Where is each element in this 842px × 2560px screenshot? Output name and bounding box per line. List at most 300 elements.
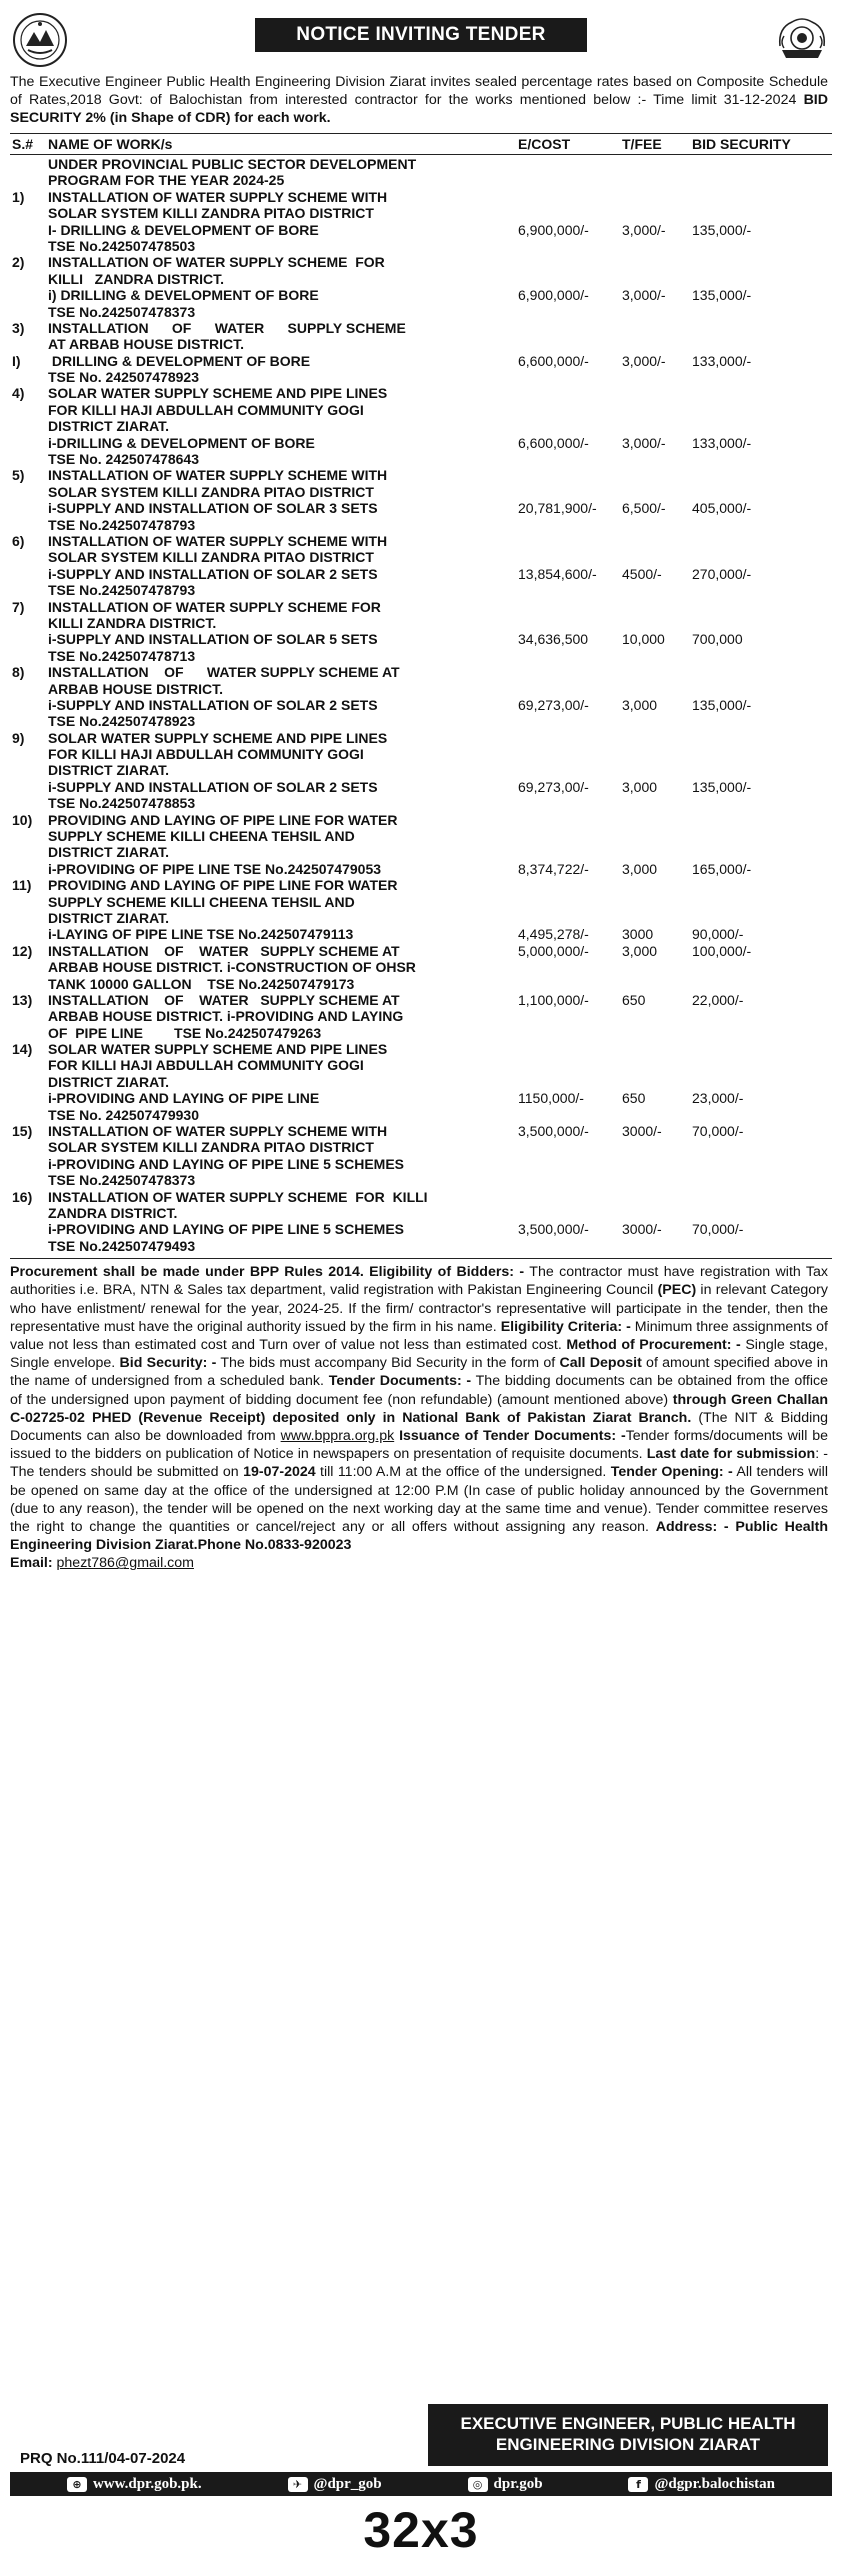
work-tfee bbox=[622, 681, 692, 697]
method-procurement-label: Method of Procurement: - bbox=[566, 1336, 741, 1353]
work-name: i-SUPPLY AND INSTALLATION OF SOLAR 2 SETS bbox=[48, 565, 378, 582]
globe-icon: ⊕ bbox=[67, 2477, 87, 2492]
work-name: DISTRICT ZIARAT. bbox=[48, 418, 170, 435]
work-name: DISTRICT ZIARAT. bbox=[48, 844, 170, 861]
work-name: i-PROVIDING AND LAYING OF PIPE LINE 5 SCHEMES bbox=[48, 1155, 405, 1172]
work-name: i-PROVIDING AND LAYING OF PIPE LINE bbox=[48, 1090, 320, 1107]
work-bid-security bbox=[692, 582, 822, 598]
procurement-rules: Procurement shall be made under BPP Rules 2014. Eligibility of Bidders: - bbox=[10, 1264, 525, 1281]
work-tfee bbox=[622, 517, 692, 533]
work-ecost bbox=[518, 304, 622, 320]
work-name: SOLAR SYSTEM KILLI ZANDRA PITAO DISTRICT bbox=[48, 483, 374, 500]
work-tfee bbox=[622, 877, 692, 893]
social-handle: dpr.gob bbox=[493, 2475, 543, 2492]
work-bid-security bbox=[692, 238, 822, 254]
work-line bbox=[10, 254, 832, 270]
email-link[interactable]: phezt786@gmail.com bbox=[56, 1555, 194, 1572]
work-bid-security: 23,000/- bbox=[692, 1090, 744, 1107]
phed-logo-icon bbox=[12, 12, 68, 68]
work-bid-security bbox=[692, 369, 822, 385]
work-bid-security bbox=[692, 1189, 822, 1205]
work-tfee bbox=[622, 746, 692, 762]
work-bid-security bbox=[692, 1057, 822, 1073]
work-ecost: 8,374,722/- bbox=[518, 860, 589, 877]
work-sn bbox=[10, 697, 48, 713]
work-bid-security bbox=[692, 1172, 822, 1188]
work-line bbox=[10, 418, 832, 434]
work-ecost bbox=[518, 1205, 622, 1221]
work-name: SUPPLY SCHEME KILLI CHEENA TEHSIL AND bbox=[48, 893, 355, 910]
work-ecost bbox=[518, 1008, 622, 1024]
work-line bbox=[10, 1205, 832, 1221]
work-name: TANK 10000 GALLON TSE No.242507479173 bbox=[48, 975, 355, 992]
twitter-icon: ✈ bbox=[288, 2477, 308, 2492]
work-ecost bbox=[518, 828, 622, 844]
work-name: FOR KILLI HAJI ABDULLAH COMMUNITY GOGI bbox=[48, 1057, 364, 1074]
work-sn bbox=[10, 484, 48, 500]
work-name: SOLAR SYSTEM KILLI ZANDRA PITAO DISTRICT bbox=[48, 549, 374, 566]
social-item[interactable] bbox=[468, 2476, 543, 2493]
work-bid-security bbox=[692, 1041, 822, 1057]
work-ecost bbox=[518, 451, 622, 467]
work-sn: 16) bbox=[12, 1188, 33, 1205]
work-sn bbox=[10, 910, 48, 926]
work-sn bbox=[10, 1205, 48, 1221]
work-name: KILLI ZANDRA DISTRICT. bbox=[48, 614, 217, 631]
work-name: DISTRICT ZIARAT. bbox=[48, 1073, 170, 1090]
work-name: INSTALLATION OF WATER SUPPLY SCHEME bbox=[48, 319, 406, 336]
work-line bbox=[10, 451, 832, 467]
work-sn bbox=[10, 1172, 48, 1188]
work-tfee bbox=[622, 1025, 692, 1041]
notice-footer bbox=[10, 2404, 832, 2474]
col-ecost: E/COST bbox=[518, 136, 571, 152]
work-name: INSTALLATION OF WATER SUPPLY SCHEME AT bbox=[48, 991, 400, 1008]
work-bid-security bbox=[692, 713, 822, 729]
work-name: UNDER PROVINCIAL PUBLIC SECTOR DEVELOPMENT bbox=[48, 156, 417, 172]
work-bid-security: 22,000/- bbox=[692, 991, 744, 1008]
work-bid-security: 135,000/- bbox=[692, 778, 752, 795]
work-name: DRILLING & DEVELOPMENT OF BORE bbox=[48, 352, 311, 369]
work-name: ZANDRA DISTRICT. bbox=[48, 1205, 178, 1221]
work-line bbox=[10, 910, 832, 926]
work-line bbox=[10, 713, 832, 729]
work-sn: 3) bbox=[12, 319, 25, 336]
work-sn: 10) bbox=[12, 811, 33, 828]
work-name: SOLAR WATER SUPPLY SCHEME AND PIPE LINES bbox=[48, 385, 388, 402]
terms-text: : - The tenders should be submitted on bbox=[10, 1446, 828, 1481]
work-tfee bbox=[622, 402, 692, 418]
work-line bbox=[10, 1025, 832, 1041]
work-tfee: 3,000/- bbox=[622, 434, 666, 451]
work-bid-security bbox=[692, 451, 822, 467]
work-ecost bbox=[518, 320, 622, 336]
work-line bbox=[10, 959, 832, 975]
work-bid-security bbox=[692, 517, 822, 533]
social-item[interactable] bbox=[288, 2476, 382, 2493]
work-sn bbox=[10, 844, 48, 860]
work-bid-security: 270,000/- bbox=[692, 565, 752, 582]
social-item[interactable] bbox=[628, 2476, 775, 2493]
work-bid-security bbox=[692, 467, 822, 483]
work-sn: 4) bbox=[12, 385, 25, 402]
work-line bbox=[10, 943, 832, 959]
work-sn bbox=[10, 926, 48, 942]
work-sn bbox=[10, 681, 48, 697]
work-ecost: 6,600,000/- bbox=[518, 352, 589, 369]
work-name: TSE No.242507478793 bbox=[48, 582, 196, 599]
work-bid-security bbox=[692, 304, 822, 320]
work-tfee bbox=[622, 910, 692, 926]
work-bid-security bbox=[692, 844, 822, 860]
terms-text: All tenders will be opened on same day at the office of the undersigned at 12:00 P.M (In case of public holiday announced by the Government (due to any reason), the tender will be opened on the next working day at the same time and venue). Tender committee reserves the right to change the quantities or cancel/reject any or all offers without assigning any reason. bbox=[10, 1464, 828, 1536]
work-line bbox=[10, 599, 832, 615]
work-tfee bbox=[622, 418, 692, 434]
work-tfee bbox=[622, 795, 692, 811]
work-sn bbox=[10, 451, 48, 467]
work-bid-security bbox=[692, 877, 822, 893]
balochistan-seal-icon bbox=[774, 12, 830, 68]
work-bid-security bbox=[692, 730, 822, 746]
work-ecost bbox=[518, 385, 622, 401]
work-name: TSE No.242507478373 bbox=[48, 303, 196, 320]
work-name: TSE No. 242507478643 bbox=[48, 451, 199, 468]
terms-text: The bidding documents can be obtained from the office of the undersigned upon payment of bidding document fee (non refundable) (amount mentioned above) bbox=[10, 1373, 829, 1408]
work-name: INSTALLATION OF WATER SUPPLY SCHEME WITH bbox=[48, 532, 388, 549]
intro-paragraph bbox=[10, 73, 832, 127]
work-sn bbox=[10, 271, 48, 287]
work-name: TSE No.242507478923 bbox=[48, 713, 196, 730]
work-line bbox=[10, 779, 832, 795]
work-ecost bbox=[518, 795, 622, 811]
work-name: INSTALLATION OF WATER SUPPLY SCHEME WITH bbox=[48, 467, 388, 484]
work-sn bbox=[10, 1139, 48, 1155]
work-sn bbox=[10, 795, 48, 811]
work-name: INSTALLATION OF WATER SUPPLY SCHEME FOR bbox=[48, 598, 381, 615]
work-tfee bbox=[622, 959, 692, 975]
work-line bbox=[10, 1090, 832, 1106]
work-tfee bbox=[622, 1172, 692, 1188]
work-tfee bbox=[622, 1205, 692, 1221]
work-ecost bbox=[518, 1156, 622, 1172]
work-tfee bbox=[622, 156, 692, 172]
work-bid-security: 70,000/- bbox=[692, 1123, 744, 1140]
work-name: INSTALLATION OF WATER SUPPLY SCHEME WITH bbox=[48, 188, 388, 205]
work-name: FOR KILLI HAJI ABDULLAH COMMUNITY GOGI bbox=[48, 401, 364, 418]
work-sn bbox=[10, 1008, 48, 1024]
work-bid-security bbox=[692, 1074, 822, 1090]
work-line bbox=[10, 795, 832, 811]
work-ecost bbox=[518, 713, 622, 729]
work-sn bbox=[10, 582, 48, 598]
work-sn: 13) bbox=[12, 991, 33, 1008]
work-line bbox=[10, 631, 832, 647]
notice-title: NOTICE INVITING TENDER bbox=[255, 18, 587, 52]
terms-paragraph bbox=[10, 1263, 832, 1572]
work-ecost bbox=[518, 418, 622, 434]
work-line bbox=[10, 582, 832, 598]
work-tfee bbox=[622, 189, 692, 205]
work-tfee bbox=[622, 812, 692, 828]
work-ecost bbox=[518, 189, 622, 205]
work-sn bbox=[10, 1156, 48, 1172]
work-sn: 1) bbox=[12, 188, 25, 205]
work-line bbox=[10, 1172, 832, 1188]
work-line bbox=[10, 1156, 832, 1172]
work-line bbox=[10, 467, 832, 483]
work-line bbox=[10, 1221, 832, 1237]
work-ecost bbox=[518, 369, 622, 385]
work-sn bbox=[10, 1221, 48, 1237]
work-tfee bbox=[622, 205, 692, 221]
work-name: i-SUPPLY AND INSTALLATION OF SOLAR 3 SETS bbox=[48, 500, 378, 517]
work-tfee bbox=[622, 599, 692, 615]
work-ecost: 69,273,00/- bbox=[518, 778, 589, 795]
work-name: PROVIDING AND LAYING OF PIPE LINE FOR WATER bbox=[48, 811, 398, 828]
work-tfee bbox=[622, 385, 692, 401]
work-ecost bbox=[518, 877, 622, 893]
work-line bbox=[10, 238, 832, 254]
work-bid-security: 133,000/- bbox=[692, 434, 752, 451]
work-ecost bbox=[518, 402, 622, 418]
work-name: SOLAR WATER SUPPLY SCHEME AND PIPE LINES bbox=[48, 1041, 388, 1058]
work-tfee: 3,000 bbox=[622, 942, 658, 959]
col-tfee: T/FEE bbox=[622, 136, 662, 152]
col-bid-security: BID SECURITY bbox=[692, 136, 791, 152]
work-ecost: 13,854,600/- bbox=[518, 565, 597, 582]
work-ecost bbox=[518, 205, 622, 221]
work-tfee bbox=[622, 172, 692, 188]
work-ecost: 1150,000/- bbox=[518, 1090, 584, 1107]
work-ecost bbox=[518, 1057, 622, 1073]
work-bid-security bbox=[692, 976, 822, 992]
work-name: ARBAB HOUSE DISTRICT. bbox=[48, 680, 224, 697]
work-tfee bbox=[622, 467, 692, 483]
work-name: KILLI ZANDRA DISTRICT. bbox=[48, 270, 225, 287]
work-sn: 14) bbox=[12, 1041, 33, 1058]
work-bid-security bbox=[692, 402, 822, 418]
work-line bbox=[10, 877, 832, 893]
work-tfee: 10,000 bbox=[622, 631, 665, 648]
work-ecost bbox=[518, 648, 622, 664]
tender-notice bbox=[10, 8, 832, 2558]
work-tfee bbox=[622, 451, 692, 467]
work-ecost bbox=[518, 762, 622, 778]
terms-text: in relevant Category who have enlistment/ renewal for the year, 2024-25. If the firm/ contractor's representative will participate in the tender, then the representative must have the original authority issued by the firm in his name. bbox=[10, 1282, 828, 1335]
work-tfee: 3,000/- bbox=[622, 287, 666, 304]
work-sn bbox=[10, 500, 48, 516]
work-tfee: 3000/- bbox=[622, 1123, 662, 1140]
work-tfee bbox=[622, 582, 692, 598]
terms-text: Tender forms/documents will be issued to the bidders on publication of Notice in newspapers on presentation of requisite documents. bbox=[10, 1428, 829, 1463]
work-tfee: 3,000 bbox=[622, 778, 658, 795]
work-name: PROGRAM FOR THE YEAR 2024-25 bbox=[48, 172, 285, 189]
work-line bbox=[10, 828, 832, 844]
work-tfee bbox=[622, 648, 692, 664]
work-sn bbox=[10, 435, 48, 451]
work-ecost: 3,500,000/- bbox=[518, 1123, 589, 1140]
work-name: TSE No.242507478713 bbox=[48, 647, 196, 664]
prq-number: PRQ No.111/04-07-2024 bbox=[20, 2450, 186, 2467]
social-handle: @dgpr.balochistan bbox=[654, 2475, 776, 2492]
work-line bbox=[10, 500, 832, 516]
work-tfee bbox=[622, 730, 692, 746]
work-name: PROVIDING AND LAYING OF PIPE LINE FOR WATER bbox=[48, 877, 398, 894]
work-line bbox=[10, 762, 832, 778]
work-tfee bbox=[622, 713, 692, 729]
work-sn bbox=[10, 336, 48, 352]
work-name: INSTALLATION OF WATER SUPPLY SCHEME FOR bbox=[48, 254, 385, 271]
work-name: TSE No.242507478793 bbox=[48, 516, 196, 533]
work-line bbox=[10, 205, 832, 221]
last-date-label: Last date for submission bbox=[646, 1446, 816, 1463]
work-ecost bbox=[518, 1139, 622, 1155]
col-sn: S.# bbox=[12, 136, 34, 152]
work-ecost bbox=[518, 336, 622, 352]
work-sn bbox=[10, 713, 48, 729]
terms-text: The contractor must have registration with Tax authorities i.e. BRA, NTN & Sales tax department, valid registration with Pakistan Engineering Council bbox=[10, 1264, 829, 1299]
work-tfee bbox=[622, 828, 692, 844]
work-name: TSE No.242507478373 bbox=[48, 1172, 196, 1189]
work-bid-security bbox=[692, 746, 822, 762]
work-sn bbox=[10, 1025, 48, 1041]
work-ecost bbox=[518, 271, 622, 287]
terms-text: (The NIT & Bidding Documents can also be downloaded from bbox=[10, 1409, 829, 1444]
social-item[interactable] bbox=[67, 2476, 202, 2493]
work-line bbox=[10, 992, 832, 1008]
work-line bbox=[10, 1008, 832, 1024]
work-bid-security bbox=[692, 812, 822, 828]
work-sn bbox=[10, 894, 48, 910]
work-name: TSE No. 242507479930 bbox=[48, 1106, 199, 1123]
work-ecost bbox=[518, 1172, 622, 1188]
work-tfee bbox=[622, 369, 692, 385]
bppra-link[interactable]: www.bppra.org.pk bbox=[280, 1428, 395, 1444]
work-tfee bbox=[622, 1074, 692, 1090]
work-ecost bbox=[518, 1041, 622, 1057]
work-bid-security bbox=[692, 615, 822, 631]
work-sn: 9) bbox=[12, 729, 25, 746]
issuance-label: Issuance of Tender Documents: - bbox=[399, 1428, 626, 1444]
work-name: DISTRICT ZIARAT. bbox=[48, 762, 170, 779]
work-tfee bbox=[622, 1107, 692, 1123]
work-sn bbox=[10, 861, 48, 877]
work-line bbox=[10, 435, 832, 451]
work-tfee bbox=[622, 1189, 692, 1205]
work-ecost: 20,781,900/- bbox=[518, 500, 597, 517]
work-name: OF PIPE LINE TSE No.242507479263 bbox=[48, 1024, 322, 1041]
work-sn bbox=[10, 828, 48, 844]
tender-documents-label: Tender Documents: - bbox=[328, 1373, 472, 1390]
work-tfee bbox=[622, 1008, 692, 1024]
work-name: i-DRILLING & DEVELOPMENT OF BORE bbox=[48, 434, 315, 451]
work-ecost bbox=[518, 517, 622, 533]
work-name: SOLAR SYSTEM KILLI ZANDRA PITAO DISTRICT bbox=[48, 205, 374, 222]
work-ecost bbox=[518, 254, 622, 270]
work-bid-security bbox=[692, 172, 822, 188]
work-ecost bbox=[518, 1107, 622, 1123]
terms-bold: Call Deposit bbox=[559, 1355, 642, 1372]
work-sn bbox=[10, 517, 48, 533]
work-line bbox=[10, 1238, 832, 1254]
work-bid-security: 135,000/- bbox=[692, 287, 752, 304]
work-tfee bbox=[622, 320, 692, 336]
social-handle: @dpr_gob bbox=[313, 2475, 382, 2492]
work-name: SOLAR WATER SUPPLY SCHEME AND PIPE LINES bbox=[48, 729, 388, 746]
instagram-icon: ◎ bbox=[468, 2477, 488, 2492]
work-name: i-LAYING OF PIPE LINE TSE No.242507479113 bbox=[48, 926, 354, 943]
work-name: TSE No. 242507478923 bbox=[48, 369, 199, 386]
work-ecost bbox=[518, 664, 622, 680]
work-line bbox=[10, 861, 832, 877]
work-bid-security bbox=[692, 648, 822, 664]
notice-header bbox=[10, 8, 832, 70]
work-bid-security bbox=[692, 795, 822, 811]
work-bid-security bbox=[692, 533, 822, 549]
work-tfee: 3000/- bbox=[622, 1221, 662, 1238]
work-bid-security: 70,000/- bbox=[692, 1221, 744, 1238]
work-sn bbox=[10, 1238, 48, 1254]
work-bid-security: 90,000/- bbox=[692, 926, 744, 943]
work-line bbox=[10, 517, 832, 533]
work-ecost: 6,600,000/- bbox=[518, 434, 589, 451]
work-ecost: 1,100,000/- bbox=[518, 991, 589, 1008]
work-name: DISTRICT ZIARAT. bbox=[48, 909, 170, 926]
work-bid-security: 405,000/- bbox=[692, 500, 752, 517]
divider bbox=[10, 1258, 832, 1259]
work-sn: 8) bbox=[12, 664, 25, 681]
signatory-line-1: EXECUTIVE ENGINEER, PUBLIC HEALTH bbox=[460, 2414, 796, 2433]
work-ecost bbox=[518, 812, 622, 828]
work-bid-security bbox=[692, 1139, 822, 1155]
work-bid-security: 165,000/- bbox=[692, 860, 752, 877]
work-ecost bbox=[518, 910, 622, 926]
work-ecost: 6,900,000/- bbox=[518, 287, 589, 304]
terms-text: Single stage, Single envelope. bbox=[10, 1336, 828, 1372]
work-sn bbox=[10, 304, 48, 320]
work-line bbox=[10, 287, 832, 303]
work-line bbox=[10, 812, 832, 828]
work-tfee: 3,000 bbox=[622, 860, 658, 877]
work-bid-security bbox=[692, 910, 822, 926]
work-ecost: 3,500,000/- bbox=[518, 1221, 589, 1238]
work-ecost bbox=[518, 582, 622, 598]
work-sn bbox=[10, 566, 48, 582]
work-line bbox=[10, 1189, 832, 1205]
work-bid-security bbox=[692, 205, 822, 221]
work-line bbox=[10, 648, 832, 664]
work-ecost bbox=[518, 681, 622, 697]
work-bid-security bbox=[692, 385, 822, 401]
work-sn: 2) bbox=[12, 254, 25, 271]
work-tfee bbox=[622, 1139, 692, 1155]
terms-text: The bids must accompany Bid Security in the form of bbox=[216, 1355, 560, 1372]
work-name: FOR KILLI HAJI ABDULLAH COMMUNITY GOGI bbox=[48, 746, 364, 763]
work-bid-security bbox=[692, 189, 822, 205]
work-name: SOLAR SYSTEM KILLI ZANDRA PITAO DISTRICT bbox=[48, 1139, 374, 1156]
work-bid-security: 135,000/- bbox=[692, 221, 752, 238]
work-line bbox=[10, 484, 832, 500]
work-name: I- DRILLING & DEVELOPMENT OF BORE bbox=[48, 221, 319, 238]
work-line bbox=[10, 1041, 832, 1057]
work-ecost bbox=[518, 549, 622, 565]
work-tfee bbox=[622, 533, 692, 549]
work-sn: 12) bbox=[12, 942, 33, 959]
work-ecost bbox=[518, 533, 622, 549]
work-ecost bbox=[518, 959, 622, 975]
work-sn bbox=[10, 779, 48, 795]
work-sn bbox=[10, 549, 48, 565]
